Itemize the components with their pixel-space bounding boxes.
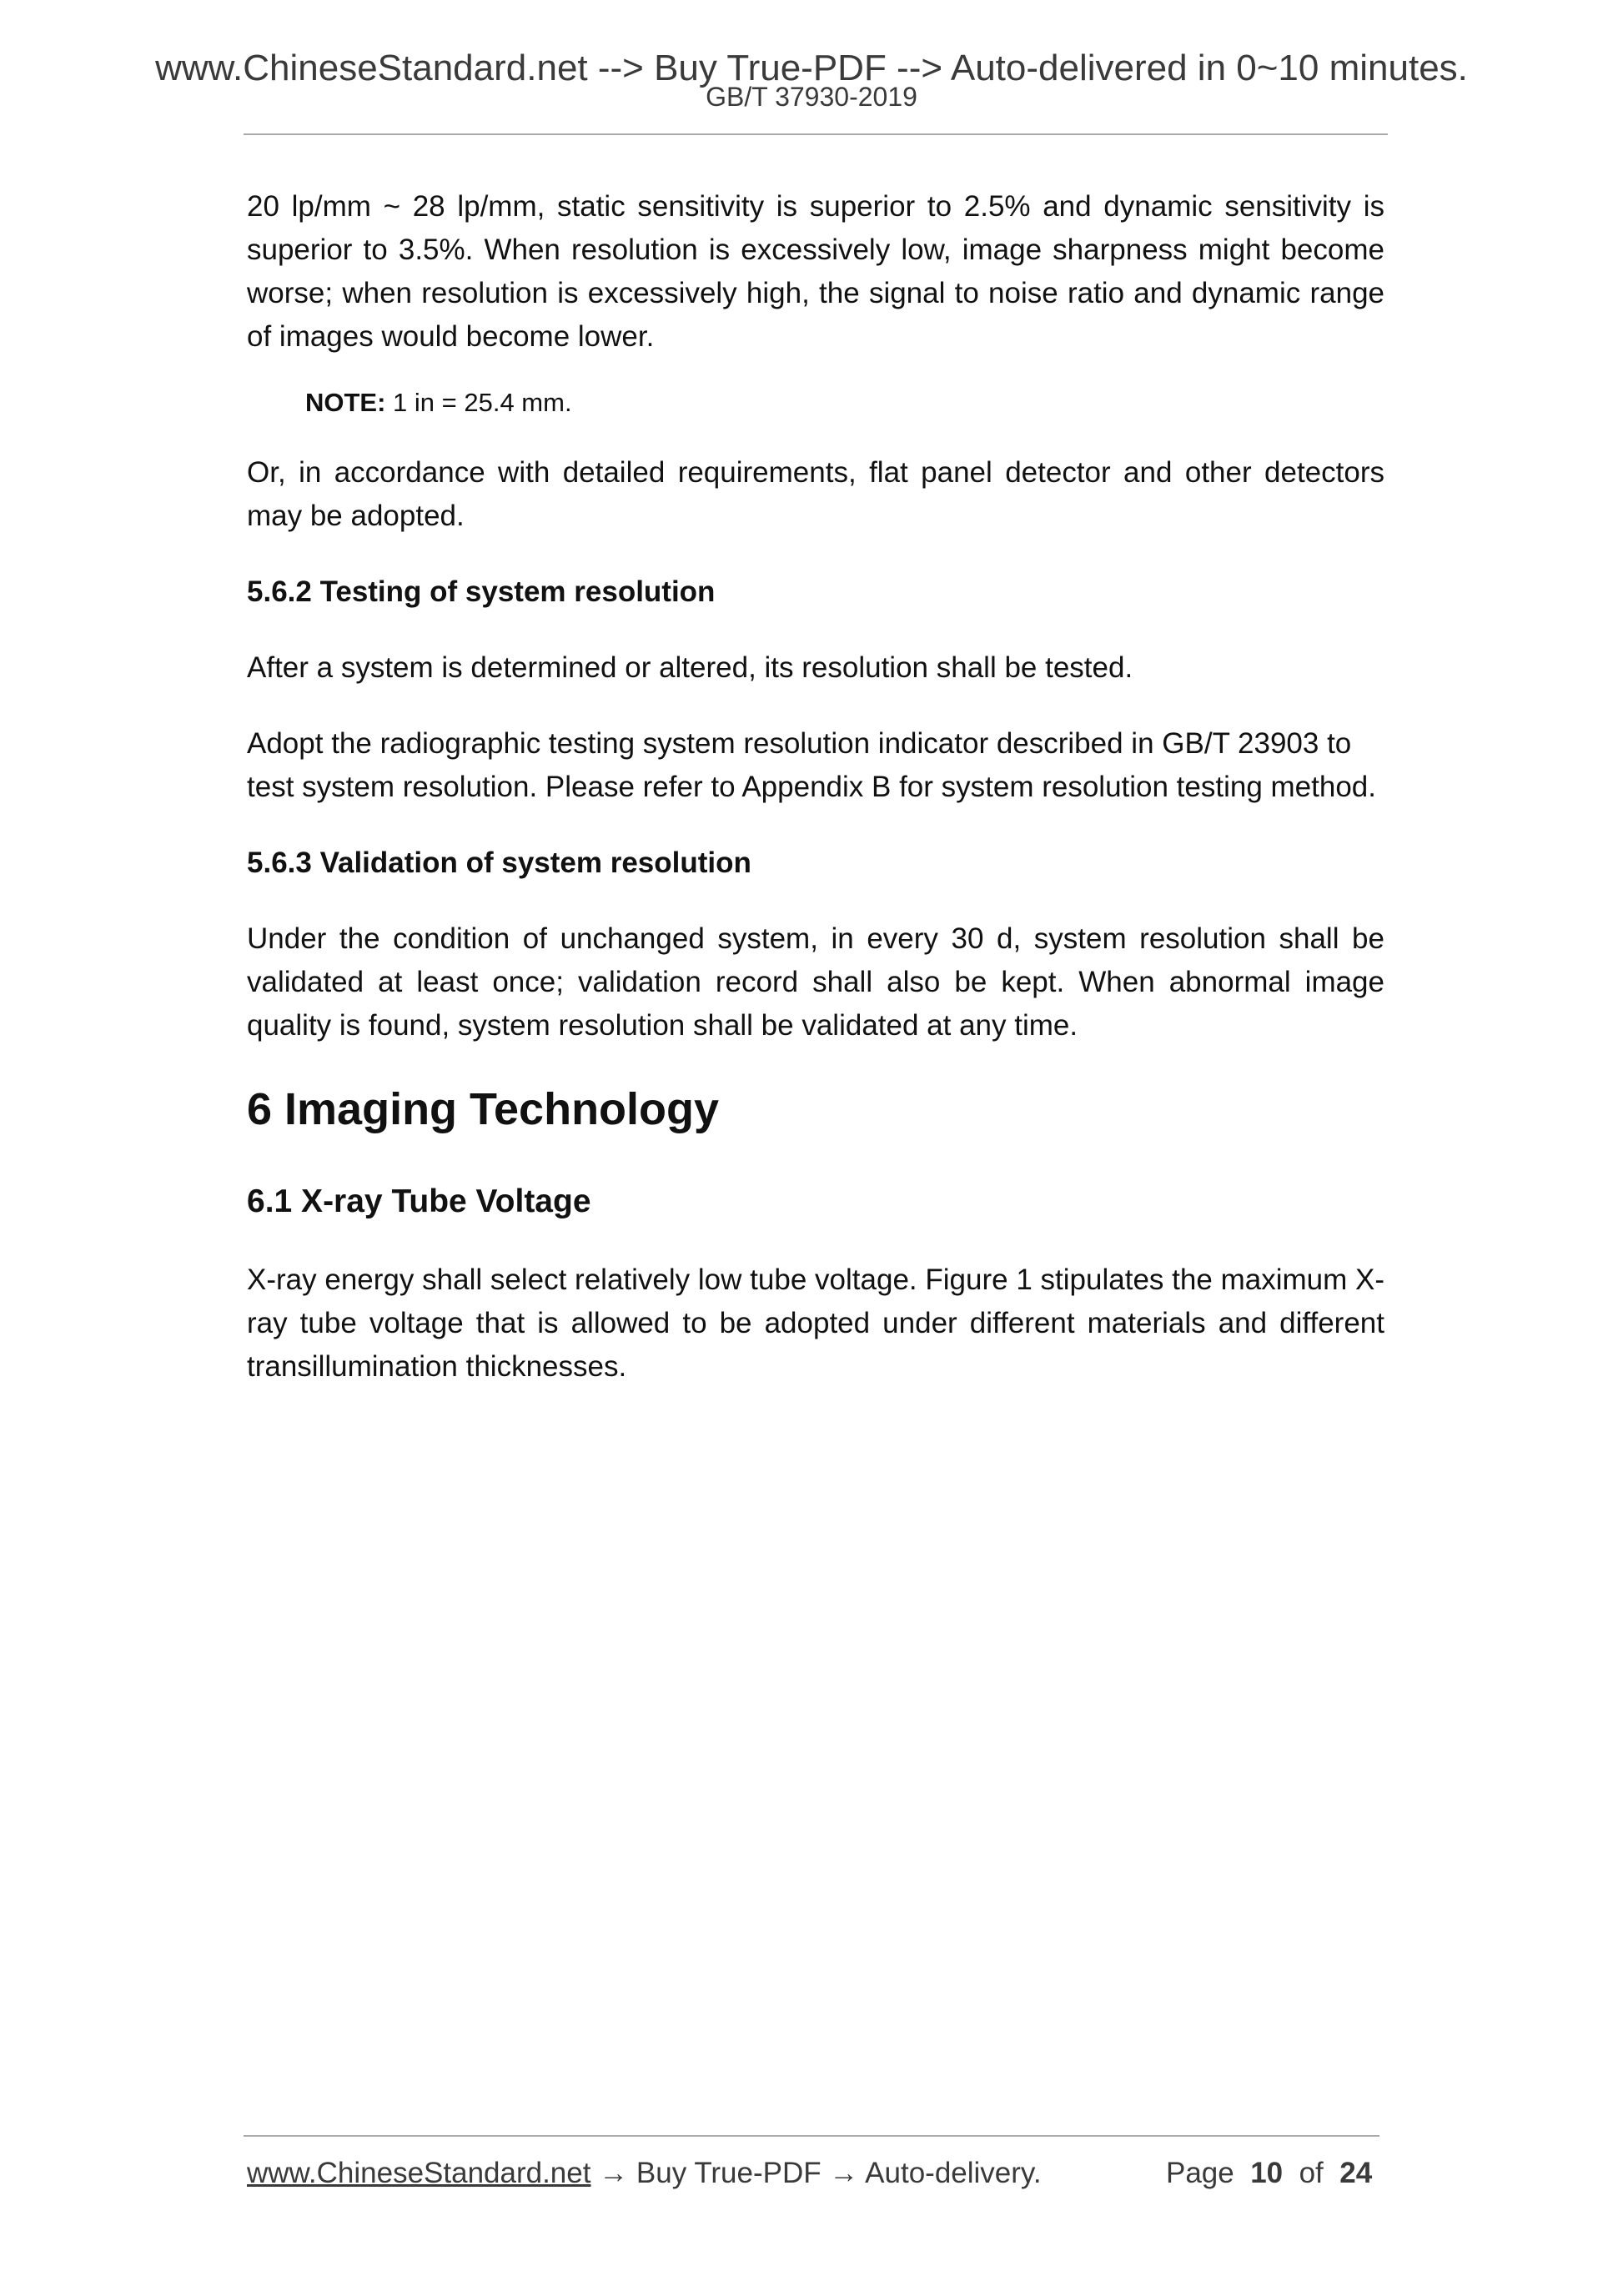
footer-site-link[interactable]: www.ChineseStandard.net	[247, 2157, 591, 2189]
heading-5-6-3: 5.6.3 Validation of system resolution	[247, 847, 751, 879]
paragraph-testing-required: After a system is determined or altered, its resolution shall be tested.	[247, 651, 1133, 684]
paragraph-validation: Under the condition of unchanged system, in every 30 d, system resolution shall be validated at least once; validation record shall also be kept. When abnormal image quality is found, system resolution shall be validated at any time.	[247, 922, 1384, 1042]
of-word: of	[1299, 2157, 1324, 2189]
page-word: Page	[1166, 2157, 1234, 2189]
page-content	[247, 185, 1384, 1421]
paragraph-other-detectors: Or, in accordance with detailed requirements, flat panel detector and other detectors may be adopted.	[247, 456, 1384, 532]
top-banner: www.ChineseStandard.net --> Buy True-PDF --> Auto-delivered in 0~10 minutes.	[155, 48, 1468, 88]
paragraph-tube-voltage: X-ray energy shall select relatively low tube voltage. Figure 1 stipulates the maximum X-ray tube voltage that is allowed to be adopted under different materials and different transillumination thicknesses.	[247, 1264, 1384, 1383]
total-pages: 24	[1339, 2157, 1373, 2189]
document-code: GB/T 37930-2019	[706, 82, 917, 112]
paragraph-detector-resolution: 20 lp/mm ~ 28 lp/mm, static sensitivity is superior to 2.5% and dynamic sensitivity is superior to 3.5%. When resolution is excessively low, image sharpness might become worse; when resolution is excessively high, the signal to noise ratio and dynamic range of images would become lower.	[247, 190, 1384, 353]
footer-promo-text: → Buy True-PDF → Auto-delivery.	[590, 2157, 1042, 2189]
heading-6-1: 6.1 X-ray Tube Voltage	[247, 1183, 591, 1219]
footer-promo	[247, 2155, 1042, 2192]
page-indicator	[1166, 2155, 1372, 2192]
footer-divider	[244, 2135, 1379, 2137]
header-divider	[244, 133, 1388, 135]
note-label: NOTE:	[305, 388, 386, 417]
page-number: 10	[1250, 2157, 1284, 2189]
heading-6: 6 Imaging Technology	[247, 1084, 720, 1134]
note	[305, 383, 1384, 423]
note-text: 1 in = 25.4 mm.	[385, 388, 572, 417]
paragraph-testing-method: Adopt the radiographic testing system resolution indicator described in GB/T 23903 to test system resolution. Please refer to Appendix B for system resolution testing method.	[247, 727, 1376, 803]
heading-5-6-2: 5.6.2 Testing of system resolution	[247, 575, 716, 608]
